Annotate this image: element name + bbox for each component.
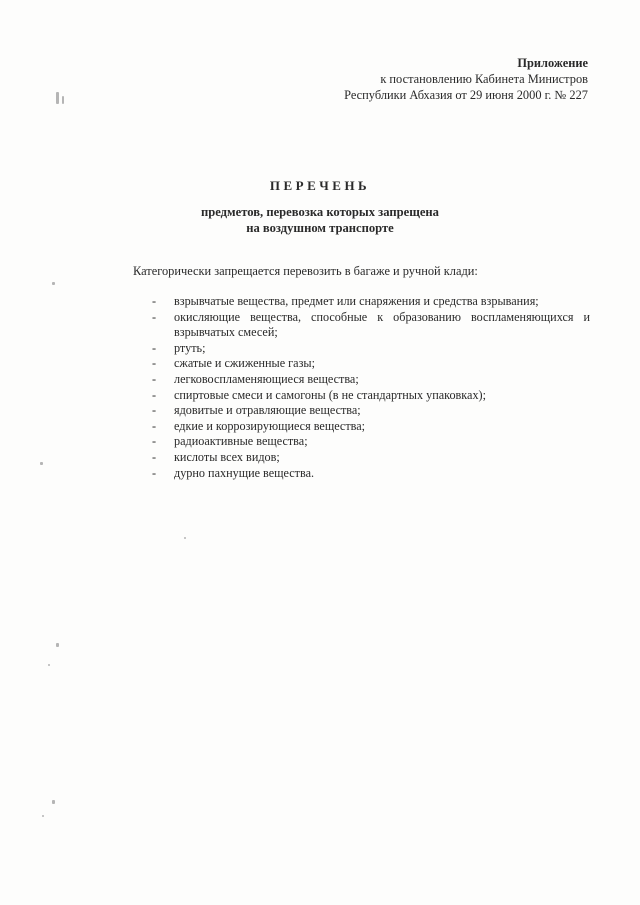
item-text: ртуть; xyxy=(174,340,206,355)
scan-speck xyxy=(52,282,55,285)
list-marker: - xyxy=(152,387,157,402)
list-item xyxy=(152,310,590,341)
item-text: радиоактивные вещества; xyxy=(174,434,308,449)
item-text: дурно пахнущие вещества. xyxy=(174,465,315,480)
appendix-line-1: к постановлению Кабинета Министров xyxy=(380,72,588,86)
list-marker: - xyxy=(152,449,157,464)
scan-speck xyxy=(40,462,43,465)
list-marker: - xyxy=(152,434,157,449)
scan-speck xyxy=(184,537,186,539)
list-marker: - xyxy=(152,356,157,371)
item-text: окисляющие вещества, способные к образованию воспламеняющихся и взрывчатых смесей; xyxy=(174,309,590,340)
appendix-block xyxy=(344,55,588,103)
list-marker: - xyxy=(152,340,157,355)
list-marker: - xyxy=(152,418,157,433)
appendix-title: Приложение xyxy=(517,56,588,70)
appendix-line-2: Республики Абхазия от 29 июня 2000 г. № 227 xyxy=(344,88,588,102)
item-text: кислоты всех видов; xyxy=(174,449,280,464)
list-marker: - xyxy=(152,294,157,308)
item-text: легковоспламеняющиеся вещества; xyxy=(174,371,359,386)
item-text: спиртовые смеси и самогоны (в не стандартных упаковках); xyxy=(174,387,486,402)
item-text: ядовитые и отравляющие вещества; xyxy=(174,403,361,418)
scan-speck xyxy=(56,643,59,647)
subtitle-line-1: предметов, перевозка которых запрещена xyxy=(201,205,439,219)
item-text: взрывчатые вещества, предмет или снаряжения и средства взрывания; xyxy=(174,294,539,308)
list-marker: - xyxy=(152,309,157,324)
list-marker: - xyxy=(152,465,157,480)
prohibited-items-list xyxy=(152,294,590,481)
item-text: сжатые и сжиженные газы; xyxy=(174,356,315,371)
list-item xyxy=(152,419,590,435)
list-item xyxy=(152,372,590,388)
list-item xyxy=(152,294,590,310)
document-title: ПЕРЕЧЕНЬ xyxy=(269,178,371,193)
list-item xyxy=(152,450,590,466)
list-marker: - xyxy=(152,371,157,386)
list-item xyxy=(152,341,590,357)
scan-speck xyxy=(48,664,50,666)
list-item xyxy=(152,434,590,450)
list-item xyxy=(152,388,590,404)
scan-speck xyxy=(52,800,55,804)
list-item xyxy=(152,356,590,372)
scan-speck xyxy=(42,815,44,817)
subtitle-line-2: на воздушном транспорте xyxy=(246,221,394,235)
scan-speck xyxy=(62,96,64,104)
intro-text: Категорически запрещается перевозить в багаже и ручной клади: xyxy=(133,264,478,278)
list-marker: - xyxy=(152,403,157,418)
item-text: едкие и коррозирующиеся вещества; xyxy=(174,418,366,433)
list-item xyxy=(152,466,590,482)
list-item xyxy=(152,403,590,419)
document-subtitle xyxy=(0,204,640,236)
scan-speck xyxy=(56,92,59,104)
